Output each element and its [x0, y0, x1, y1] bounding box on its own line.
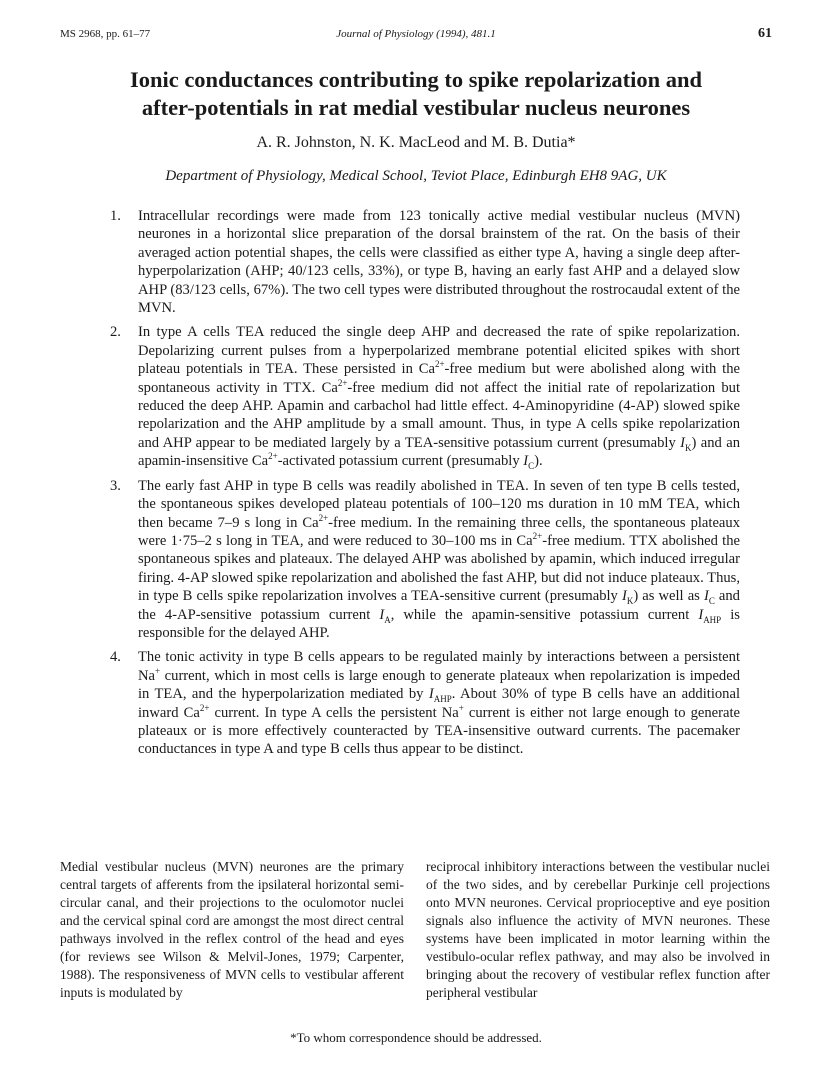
superscript: 2+ — [434, 359, 445, 370]
current-symbol: I — [703, 588, 709, 605]
abstract-text: -activated potassium current (presumably — [277, 453, 524, 470]
abstract-text: current, which in most cells is large enough to generate plateaux when repolarization is impeded in TEA, and the hyperpolarization mediated by — [138, 667, 740, 703]
abstract-text: current is either not large enough to generate plateaux or is more effectively counteracted by TEA-insensitive outward currents. The pacemaker conductances in type A and type B cells thus appear to be distinct. — [138, 704, 741, 758]
abstract-item-number: 4. — [110, 649, 121, 666]
current-symbol: I — [698, 606, 704, 623]
abstract-item-2 — [110, 323, 740, 470]
abstract-text: -free medium did not affect the initial rate of repolarization but reduced the deep AHP. Apamin and carbachol had little effect. 4-Aminopyridine (4-AP) slowed spike repolarization and the AHP amplitude by a small amount. Thus, in type A cells spike repolarization and AHP appear to be mediated largely by a TEA-sensitive potassium current (presumably — [138, 379, 740, 451]
abstract-text: The tonic activity in type B cells appears to be regulated mainly by interactions between a persistent Na — [138, 649, 740, 684]
journal-citation: Journal of Physiology (1994), 481.1 — [336, 28, 496, 40]
current-symbol: I — [428, 686, 434, 703]
manuscript-number: MS 2968, pp. 61–77 — [60, 28, 151, 40]
abstract-item-number: 1. — [110, 208, 121, 224]
title-line-1: Ionic conductances contributing to spike repolarization and — [129, 67, 703, 92]
superscript: 2+ — [318, 512, 329, 523]
abstract-text: -free medium. In the remaining three cells, the spontaneous plateaux were 1·75–2 s long in TEA, and were reduced to 30–100 ms in Ca — [138, 514, 741, 549]
subscript: K — [626, 596, 634, 607]
abstract-text: is responsible for the delayed AHP. — [138, 606, 740, 641]
title-line-2: after-potentials in rat medial vestibular nucleus neurones — [141, 95, 691, 120]
superscript: 2+ — [532, 531, 543, 542]
body-column-right: reciprocal inhibitory interactions between the vestibular nuclei of the two sides, and by cerebellar Purkinje cell projections onto MVN neurones. Cervical proprioceptive and eye position signals also influence the activity of MVN neurones. These systems have been implicated in motor learning within the vestibulo-ocular reflex pathway, and may also be involved in bringing about the recovery of vestibular reflex function after peripheral vestibular — [426, 859, 770, 1000]
subscript: A — [384, 614, 391, 625]
subscript: K — [685, 442, 692, 453]
subscript: C — [708, 596, 715, 607]
abstract-text: ). — [534, 453, 543, 470]
abstract-text: -free medium but were abolished along with the spontaneous activity in TTX. Ca — [138, 361, 740, 396]
superscript: 2+ — [199, 702, 210, 713]
subscript: AHP — [703, 614, 722, 625]
subscript: C — [528, 461, 535, 472]
abstract-item-4 — [110, 648, 740, 758]
abstract-item-3 — [110, 477, 740, 643]
abstract-text: . About 30% of type B cells have an additional inward Ca — [138, 686, 740, 721]
current-symbol: I — [680, 434, 686, 451]
abstract-paragraph: Intracellular recordings were made from 123 tonically active medial vestibular nucleus (MVN) neurones in a horizontal slice preparation of the dorsal brainstem of the rat. On the basis of their averaged action potential shapes, the cells were classified as either type A, having a single deep after-hyperpolarization (AHP; 40/123 cells, 33%), or type B, having an early fast AHP and a delayed slow AHP (83/123 cells, 67%). The two cell types were distributed throughout the rostrocaudal extent of the MVN. — [138, 208, 740, 317]
abstract-item-number: 2. — [110, 324, 121, 341]
abstract — [110, 207, 740, 765]
abstract-item-1 — [110, 207, 740, 317]
article-title — [60, 66, 772, 122]
superscript: + — [155, 665, 161, 676]
authors: A. R. Johnston, N. K. MacLeod and M. B. Dutia* — [256, 134, 576, 151]
subscript: AHP — [433, 694, 452, 705]
abstract-text: current. In type A cells the persistent Na — [209, 704, 459, 721]
footnote: *To whom correspondence should be addressed. — [290, 1030, 542, 1045]
abstract-text: The early fast AHP in type B cells was readily abolished in TEA. In seven of ten type B cells tested, the spontaneous spikes developed plateau potentials of 100–120 ms duration in 10 mM TEA, which then became 7–9 s long in Ca — [138, 477, 740, 531]
superscript: 2+ — [268, 451, 278, 462]
current-symbol: I — [523, 453, 529, 470]
current-symbol: I — [621, 588, 627, 605]
superscript: 2+ — [337, 377, 348, 388]
abstract-text: , while the apamin-sensitive potassium current — [390, 606, 699, 623]
body-column-left: Medial vestibular nucleus (MVN) neurones are the primary central targets of afferents from the ipsilateral horizontal semi-circular canal, and their projections to the oculomotor nuclei and the cervical spinal cord are amongst the most direct central pathways involved in the reflex control of the head and eyes (for reviews see Wilson & Melvil-Jones, 1979; Carpenter, 1988). The responsiveness of MVN cells to vestibular afferent inputs is modulated by — [60, 859, 404, 1000]
abstract-text: ) and an apamin-insensitive Ca — [138, 434, 740, 470]
abstract-text: In type A cells TEA reduced the single deep AHP and decreased the rate of spike repolarization. Depolarizing current pulses from a hyperpolarized membrane potential elicited spikes with short plateau potentials in TEA. These persisted in Ca — [138, 324, 740, 378]
page-number: 61 — [758, 26, 772, 41]
running-header — [60, 26, 772, 44]
current-symbol: I — [379, 606, 385, 623]
abstract-text: and the 4-AP-sensitive potassium current — [138, 588, 740, 623]
superscript: + — [458, 702, 464, 713]
affiliation: Department of Physiology, Medical School, Teviot Place, Edinburgh EH8 9AG, UK — [165, 168, 667, 184]
abstract-item-number: 3. — [110, 477, 121, 494]
abstract-text: -free medium. TTX abolished the spontaneous spikes and plateaux. The delayed AHP was abolished by apamin, which induced irregular firing. 4-AP slowed spike repolarization and abolished the fast AHP, but did not induce plateaux. Thus, in type B cells spike repolarization involves a TEA-sensitive current (presumably — [138, 532, 740, 605]
abstract-text: ) as well as — [633, 588, 704, 605]
